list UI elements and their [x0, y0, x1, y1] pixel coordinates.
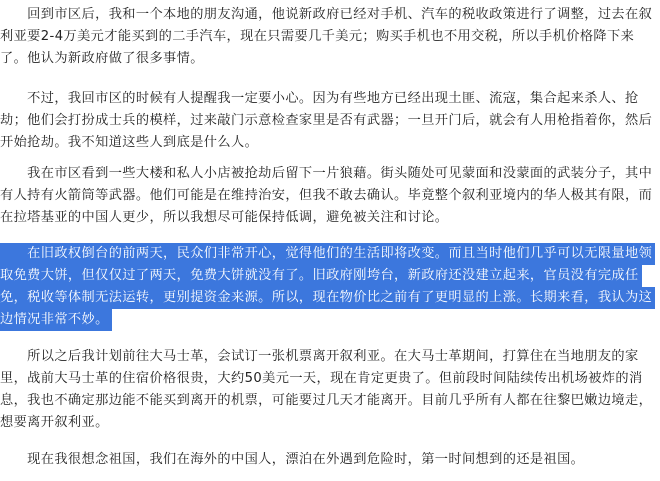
selected-text-line[interactable]: 在旧政权倒台的前两天，民众们非常开心，觉得他们的生活即将改变。而且当时他们几乎可以无限量地领 [0, 243, 655, 265]
text-line: 劫；他们会打扮成士兵的模样，过来敲门示意检查家里是否有武器；一旦开门后，就会有人用枪指着你，然后 [0, 113, 653, 128]
text-line: 回到市区后，我和一个本地的朋友沟通，他说新政府已经对手机、汽车的税收政策进行了调整，过去在叙 [0, 7, 653, 22]
text-line: 我在市区看到一些大楼和私人小店被抢劫后留下一片狼藉。街头随处可见蒙面和没蒙面的武装分子，其中 [0, 166, 653, 181]
text-line: 在拉塔基亚的中国人更少，所以我想尽可能保持低调，避免被关注和讨论。 [0, 210, 449, 225]
selected-text-line[interactable]: 免，税收等体制无法运转，更别提资金来源。所以，现在物价比之前有了更明显的上涨。长期来看，我认为这 [0, 287, 655, 309]
paragraph-5 [0, 346, 660, 434]
text-line: 息，我也不确定那边能不能买到离开的机票，可能要过几天才能离开。目前几乎所有人都在往黎巴嫩边境走， [0, 393, 653, 408]
text-line: 所以之后我计划前往大马士革，会试订一张机票离开叙利亚。在大马士革期间，打算住在当地朋友的家 [0, 349, 639, 364]
text-line: 想要离开叙利亚。 [0, 415, 109, 430]
paragraph-2 [0, 88, 660, 154]
paragraph-4-selected[interactable] [0, 243, 660, 331]
selected-text-line[interactable]: 取免费大饼，但仅仅过了两天，免费大饼就没有了。旧政府刚垮台，新政府还没建立起来，官员没有完成任 [0, 265, 642, 287]
text-line: 不过，我回市区的时候有人提醒我一定要小心。因为有些地方已经出现土匪、流寇，集合起来杀人、抢 [0, 91, 639, 106]
text-line: 利亚要2-4万美元才能买到的二手汽车，现在只需要几千美元；购买手机也不用交税，所以手机价格降下来 [0, 29, 635, 44]
paragraph-6 [0, 449, 660, 471]
text-line: 开始抢劫。我不知道这些人到底是什么人。 [0, 135, 259, 150]
text-line: 了。他认为新政府做了很多事情。 [0, 51, 204, 66]
text-line: 现在我很想念祖国，我们在海外的中国人，漂泊在外遇到危险时，第一时间想到的还是祖国。 [0, 452, 585, 467]
paragraph-3 [0, 163, 660, 229]
text-line: 里，战前大马士革的住宿价格很贵，大约50美元一天，现在肯定更贵了。但前段时间陆续传出机场被炸的消 [0, 371, 643, 386]
selected-text-line[interactable]: 边情况非常不妙。 [0, 309, 112, 331]
paragraph-1 [0, 4, 660, 70]
text-line: 有人持有火箭筒等武器。他们可能是在维持治安，但我不敢去确认。毕竟整个叙利亚境内的华人极其有限，而 [0, 188, 653, 203]
